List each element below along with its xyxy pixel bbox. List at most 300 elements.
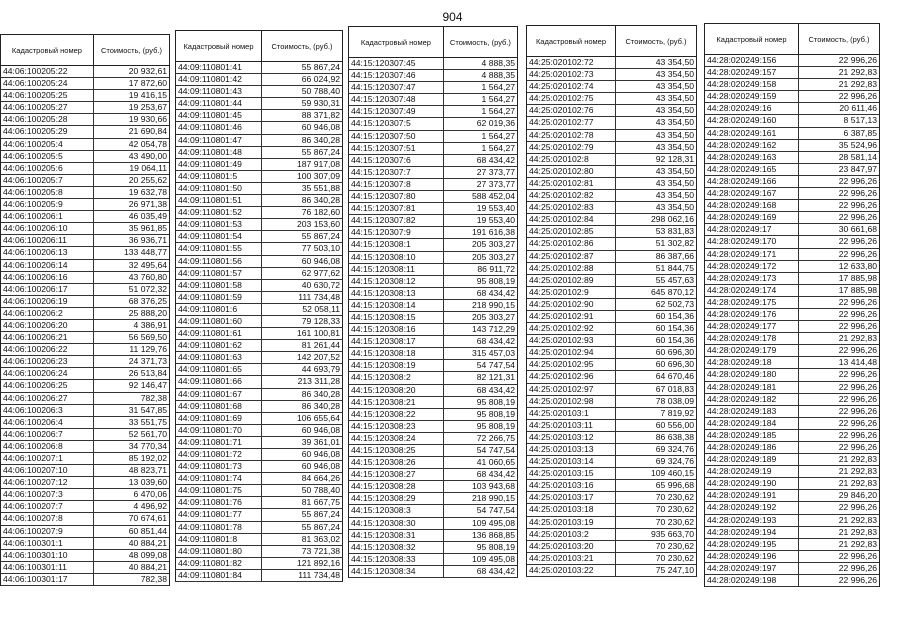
table-row	[348, 276, 518, 288]
table-row	[704, 67, 880, 79]
cadastral-number-cell: 44:15:120308:29	[349, 493, 444, 504]
cadastral-number-cell: 44:15:120308:20	[349, 385, 444, 396]
table-row	[526, 347, 697, 359]
cost-cell: 21 292,83	[838, 466, 877, 477]
table-row	[0, 417, 170, 429]
cost-cell: 103 943,68	[471, 481, 515, 492]
cost-cell: 17 885,98	[838, 272, 877, 283]
table-row	[0, 296, 170, 308]
cadastral-number-cell: 44:25:020102:73	[527, 69, 616, 80]
cadastral-number-cell: 44:25:020102:98	[527, 396, 616, 407]
table-row	[0, 308, 170, 320]
cadastral-number-cell: 44:28:020249:162	[705, 140, 799, 151]
cost-cell: 67 018,83	[655, 383, 694, 394]
table-row	[175, 110, 343, 122]
table-row	[348, 239, 518, 251]
cadastral-number-cell: 44:28:020249:190	[705, 478, 799, 489]
table-row	[526, 323, 697, 335]
cost-cell: 30 661,68	[838, 224, 877, 235]
cost-cell: 52 058,11	[302, 303, 340, 314]
cadastral-number-cell: 44:28:020249:167	[705, 188, 799, 199]
table-row	[704, 188, 880, 200]
table-header	[175, 30, 343, 62]
cost-cell: 782,38	[140, 392, 167, 403]
cadastral-number-cell: 44:06:100207:8	[1, 513, 94, 524]
cadastral-number-cell: 44:25:020102:81	[527, 178, 616, 189]
table-row	[704, 369, 880, 381]
table-row	[526, 359, 697, 371]
table-row	[0, 344, 170, 356]
table-row	[348, 155, 518, 167]
cost-cell: 35 551,88	[301, 182, 340, 193]
cadastral-number-cell: 44:15:120308:34	[349, 566, 444, 577]
cost-cell: 22 996,26	[838, 321, 877, 332]
cost-cell: 1 564,27	[481, 106, 515, 117]
table-row	[0, 235, 170, 247]
cost-cell: 645 870,12	[650, 286, 694, 297]
cadastral-number-cell: 44:06:100207:3	[1, 489, 94, 500]
table-row	[704, 575, 880, 587]
cost-cell: 92 128,31	[655, 153, 694, 164]
cadastral-number-cell: 44:15:120308:27	[349, 469, 444, 480]
cost-cell: 8 517,13	[843, 115, 877, 126]
cadastral-number-cell: 44:06:100301:11	[1, 562, 94, 573]
cadastral-number-cell: 44:06:100207:9	[1, 526, 94, 537]
cadastral-number-cell: 44:09:110801:59	[176, 292, 262, 303]
cost-cell: 69 324,76	[655, 444, 694, 454]
cadastral-number-cell: 44:25:020103:12	[527, 432, 616, 443]
cadastral-number-cell: 44:09:110801:71	[176, 437, 262, 448]
tables-area	[0, 26, 905, 638]
table-row	[526, 202, 697, 214]
cadastral-number-cell: 44:06:100205:29	[1, 126, 94, 137]
cadastral-number-cell: 44:25:020102:74	[527, 81, 616, 92]
cadastral-number-cell: 44:28:020249:189	[705, 454, 799, 465]
cost-cell: 55 867,24	[301, 146, 340, 157]
cadastral-number-cell: 44:09:110801:72	[176, 449, 262, 460]
cadastral-number-cell: 44:09:110801:67	[176, 389, 262, 400]
cadastral-number-cell: 44:06:100205:9	[1, 199, 94, 210]
cadastral-number-cell: 44:25:020103:11	[527, 420, 616, 431]
table-row	[526, 81, 697, 93]
table-row	[348, 433, 518, 445]
cost-cell: 21 292,83	[838, 478, 877, 489]
table-row	[526, 565, 697, 577]
cost-cell: 22 996,26	[838, 405, 877, 416]
table-row	[704, 115, 880, 127]
cadastral-number-cell: 44:06:100206:21	[1, 332, 94, 343]
header-cadastral-number: Кадастровый номер	[176, 31, 262, 61]
cost-cell: 1 564,27	[481, 82, 515, 93]
cost-cell: 86 340,28	[301, 195, 340, 206]
table-row	[348, 203, 518, 215]
cadastral-number-cell: 44:25:020102:75	[527, 93, 616, 104]
cadastral-number-cell: 44:28:020249:17	[705, 224, 799, 235]
table-row	[0, 393, 170, 405]
cost-cell: 136 868,85	[471, 529, 515, 540]
cadastral-number-cell: 44:06:100206:7	[1, 429, 94, 440]
cadastral-number-cell: 44:25:020103:17	[527, 492, 616, 503]
cost-cell: 22 996,26	[838, 562, 877, 573]
table-row	[175, 570, 343, 582]
cadastral-number-cell: 44:15:120308:24	[349, 433, 444, 444]
cadastral-number-cell: 44:06:100206:2	[1, 308, 94, 319]
table-row	[0, 260, 170, 272]
cadastral-number-cell: 44:15:120308:14	[349, 300, 444, 311]
table-row	[0, 114, 170, 126]
table-row	[704, 236, 880, 248]
cost-cell: 218 990,15	[471, 299, 515, 310]
table-row	[704, 224, 880, 236]
cost-cell: 68 434,42	[476, 336, 515, 347]
cost-cell: 43 354,50	[655, 57, 694, 67]
cadastral-number-cell: 44:09:110801:51	[176, 195, 262, 206]
cost-cell: 48 099,08	[128, 549, 167, 560]
table-row	[0, 151, 170, 163]
table-row	[348, 445, 518, 457]
table-row	[175, 376, 343, 388]
table-row	[704, 79, 880, 91]
cadastral-number-cell: 44:06:100206:17	[1, 284, 94, 295]
cadastral-number-cell: 44:06:100206:11	[1, 235, 94, 246]
table-row	[175, 389, 343, 401]
cost-cell: 32 495,64	[128, 259, 167, 270]
cadastral-number-cell: 44:28:020249:176	[705, 309, 799, 320]
cadastral-number-cell: 44:15:120308:22	[349, 409, 444, 420]
cadastral-number-cell: 44:28:020249:174	[705, 285, 799, 296]
cost-cell: 43 354,50	[655, 141, 694, 152]
table-row	[526, 396, 697, 408]
table-row	[175, 62, 343, 74]
cadastral-number-cell: 44:15:120308:32	[349, 542, 444, 553]
cadastral-number-cell: 44:06:100206:24	[1, 368, 94, 379]
table-row	[348, 505, 518, 517]
table-row	[526, 541, 697, 553]
table-row	[0, 247, 170, 259]
cadastral-number-cell: 44:15:120308:10	[349, 252, 444, 263]
cost-cell: 35 961,85	[128, 223, 167, 234]
cost-cell: 81 363,02	[301, 533, 340, 544]
cost-cell: 88 371,82	[301, 110, 340, 121]
table-row	[348, 397, 518, 409]
cadastral-number-cell: 44:06:100205:5	[1, 151, 94, 162]
table-row	[704, 164, 880, 176]
cost-cell: 60 696,30	[655, 347, 694, 358]
cost-cell: 22 996,26	[838, 236, 877, 247]
cadastral-number-cell: 44:06:100207:12	[1, 477, 94, 488]
cost-cell: 22 996,26	[838, 575, 877, 586]
cost-cell: 4 888,35	[481, 58, 515, 68]
table-row	[175, 207, 343, 219]
cost-cell: 22 996,26	[838, 417, 877, 428]
cadastral-number-cell: 44:28:020249:163	[705, 152, 799, 163]
table-row	[526, 251, 697, 263]
cost-cell: 40 630,72	[301, 279, 340, 290]
cost-cell: 73 721,38	[301, 545, 340, 556]
table-row	[175, 425, 343, 437]
table-row	[526, 214, 697, 226]
cost-cell: 19 553,40	[476, 215, 515, 226]
cost-cell: 7 819,92	[660, 407, 694, 418]
cost-cell: 95 808,19	[476, 396, 515, 407]
cadastral-number-cell: 44:15:120307:51	[349, 143, 444, 154]
cadastral-number-cell: 44:25:020102:85	[527, 226, 616, 237]
cadastral-number-cell: 44:09:110801:60	[176, 316, 262, 327]
cadastral-number-cell: 44:28:020249:159	[705, 91, 799, 102]
cadastral-number-cell: 44:09:110801:66	[176, 376, 262, 387]
cost-cell: 46 035,49	[128, 211, 167, 222]
cost-cell: 75 247,10	[655, 564, 694, 575]
table-row	[175, 171, 343, 183]
cost-cell: 43 354,50	[655, 202, 694, 213]
table-row	[0, 139, 170, 151]
cadastral-number-cell: 44:28:020249:185	[705, 430, 799, 441]
cadastral-number-cell: 44:28:020249:168	[705, 200, 799, 211]
table-row	[175, 147, 343, 159]
cadastral-number-cell: 44:28:020249:166	[705, 176, 799, 187]
cadastral-number-cell: 44:15:120308:31	[349, 530, 444, 541]
cost-cell: 55 457,63	[655, 274, 694, 285]
cost-cell: 28 581,14	[838, 151, 877, 162]
table-row	[0, 320, 170, 332]
cadastral-number-cell: 44:25:020102:79	[527, 142, 616, 153]
cadastral-number-cell: 44:15:120308:19	[349, 360, 444, 371]
table-row	[175, 401, 343, 413]
cost-cell: 40 884,21	[128, 561, 167, 572]
table-row	[348, 457, 518, 469]
cost-cell: 26 971,38	[128, 199, 167, 210]
cost-cell: 43 354,50	[655, 93, 694, 104]
cadastral-number-cell: 44:09:110801:47	[176, 135, 262, 146]
cost-cell: 56 569,50	[128, 332, 167, 343]
cadastral-number-cell: 44:09:110801:6	[176, 304, 262, 315]
cost-cell: 43 354,50	[655, 105, 694, 116]
cost-cell: 95 808,19	[476, 541, 515, 552]
cadastral-number-cell: 44:06:100206:3	[1, 405, 94, 416]
cost-cell: 13 039,60	[128, 477, 167, 488]
cost-cell: 62 502,73	[655, 298, 694, 309]
table-row	[0, 538, 170, 550]
cost-cell: 19 064,11	[129, 162, 167, 173]
table-row	[526, 384, 697, 396]
cadastral-number-cell: 44:06:100206:25	[1, 380, 94, 391]
table-row	[348, 493, 518, 505]
cadastral-number-cell: 44:06:100301:1	[1, 538, 94, 549]
table-row	[175, 449, 343, 461]
cadastral-number-cell: 44:25:020103:16	[527, 480, 616, 491]
cost-cell: 27 373,77	[476, 178, 515, 189]
table-row	[704, 333, 880, 345]
cadastral-number-cell: 44:28:020249:178	[705, 333, 799, 344]
table-row	[348, 94, 518, 106]
cost-cell: 43 354,50	[655, 81, 694, 92]
table-row	[526, 226, 697, 238]
cost-cell: 50 788,40	[301, 485, 340, 496]
table-row	[704, 249, 880, 261]
cost-cell: 34 770,34	[128, 440, 167, 451]
cost-cell: 121 892,16	[296, 557, 340, 568]
table-row	[704, 261, 880, 273]
header-cadastral-number: Кадастровый номер	[527, 26, 616, 56]
table-row	[526, 517, 697, 529]
cost-cell: 60 946,08	[301, 424, 340, 435]
cost-cell: 51 302,82	[655, 238, 694, 249]
cadastral-number-cell: 44:28:020249:186	[705, 442, 799, 453]
table-row	[175, 316, 343, 328]
cost-cell: 85 192,02	[128, 453, 167, 463]
cost-cell: 70 230,62	[655, 516, 694, 527]
table-row	[348, 252, 518, 264]
cost-cell: 55 867,24	[301, 521, 340, 532]
table-row	[526, 57, 697, 69]
cadastral-number-cell: 44:09:110801:48	[176, 147, 262, 158]
cost-cell: 51 072,32	[128, 283, 167, 294]
cadastral-number-cell: 44:15:120308:23	[349, 421, 444, 432]
cadastral-number-cell: 44:28:020249:175	[705, 297, 799, 308]
cadastral-number-cell: 44:28:020249:182	[705, 394, 799, 405]
cadastral-number-cell: 44:09:110801:80	[176, 546, 262, 557]
table-row	[0, 284, 170, 296]
cost-cell: 22 996,26	[838, 550, 877, 561]
cost-cell: 66 024,92	[301, 74, 340, 85]
table-row	[704, 466, 880, 478]
table-row	[175, 473, 343, 485]
table-column-1	[0, 34, 170, 586]
table-row	[175, 86, 343, 98]
header-cost: Стоимость, (руб.)	[271, 41, 333, 51]
cadastral-number-cell: 44:15:120308:3	[349, 505, 444, 516]
cadastral-number-cell: 44:09:110801:75	[176, 485, 262, 496]
table-row	[348, 324, 518, 336]
table-row	[0, 465, 170, 477]
header-cadastral-number: Кадастровый номер	[1, 35, 94, 65]
cost-cell: 25 888,20	[128, 307, 167, 318]
table-row	[0, 405, 170, 417]
cadastral-number-cell: 44:15:120308:17	[349, 336, 444, 347]
cost-cell: 60 154,36	[655, 310, 694, 321]
cadastral-number-cell: 44:15:120307:8	[349, 179, 444, 190]
cadastral-number-cell: 44:09:110801:56	[176, 256, 262, 267]
cadastral-number-cell: 44:09:110801:76	[176, 497, 262, 508]
table-row	[526, 444, 697, 456]
cadastral-number-cell: 44:25:020102:76	[527, 105, 616, 116]
cadastral-number-cell: 44:15:120308:12	[349, 276, 444, 287]
table-row	[0, 332, 170, 344]
cadastral-number-cell: 44:06:100205:8	[1, 187, 94, 198]
table-column-2	[175, 30, 343, 582]
table-row	[348, 191, 518, 203]
cadastral-number-cell: 44:06:100205:27	[1, 102, 94, 113]
cadastral-number-cell: 44:09:110801:65	[176, 364, 262, 375]
cadastral-number-cell: 44:28:020249:171	[705, 249, 799, 260]
cadastral-number-cell: 44:09:110801:61	[176, 328, 262, 339]
table-row	[704, 502, 880, 514]
table-row	[704, 442, 880, 454]
table-row	[0, 272, 170, 284]
table-row	[175, 485, 343, 497]
cost-cell: 95 808,19	[476, 420, 515, 431]
cadastral-number-cell: 44:09:110801:73	[176, 461, 262, 472]
cadastral-number-cell: 44:25:020102:87	[527, 251, 616, 262]
table-row	[348, 227, 518, 239]
table-header	[0, 34, 170, 66]
table-row	[0, 90, 170, 102]
table-row	[526, 311, 697, 323]
cadastral-number-cell: 44:09:110801:53	[176, 219, 262, 230]
cadastral-number-cell: 44:25:020102:86	[527, 238, 616, 249]
table-row	[526, 130, 697, 142]
cost-cell: 143 712,29	[471, 324, 515, 335]
cost-cell: 68 434,42	[476, 384, 515, 395]
table-row	[348, 348, 518, 360]
table-row	[0, 453, 170, 465]
table-row	[704, 478, 880, 490]
table-row	[175, 522, 343, 534]
cadastral-number-cell: 44:06:100301:10	[1, 550, 94, 561]
table-row	[0, 562, 170, 574]
cost-cell: 43 354,50	[655, 69, 694, 80]
cost-cell: 24 371,73	[128, 356, 167, 367]
table-row	[704, 454, 880, 466]
table-row	[0, 356, 170, 368]
table-row	[348, 215, 518, 227]
cost-cell: 315 457,03	[471, 348, 515, 359]
cost-cell: 40 884,21	[128, 537, 167, 548]
table-row	[704, 309, 880, 321]
cost-cell: 86 638,38	[655, 431, 694, 442]
cost-cell: 21 292,83	[838, 538, 877, 549]
cadastral-number-cell: 44:06:100206:16	[1, 272, 94, 283]
cost-cell: 60 154,36	[655, 335, 694, 346]
cadastral-number-cell: 44:15:120307:45	[349, 58, 444, 69]
cost-cell: 27 373,77	[476, 166, 515, 177]
cadastral-number-cell: 44:25:020103:20	[527, 541, 616, 552]
cadastral-number-cell: 44:28:020249:198	[705, 575, 799, 586]
cost-cell: 43 354,50	[655, 117, 694, 128]
cost-cell: 62 019,36	[476, 118, 515, 129]
cost-cell: 33 551,75	[128, 416, 167, 427]
cost-cell: 60 154,36	[655, 323, 694, 334]
cost-cell: 12 633,80	[838, 260, 877, 271]
cost-cell: 48 823,71	[128, 465, 167, 476]
cadastral-number-cell: 44:06:100205:7	[1, 175, 94, 186]
cadastral-number-cell: 44:25:020102:96	[527, 371, 616, 382]
table-row	[526, 263, 697, 275]
table-row	[526, 432, 697, 444]
table-row	[704, 527, 880, 539]
cadastral-number-cell: 44:25:020103:2	[527, 529, 616, 540]
cadastral-number-cell: 44:06:100206:14	[1, 260, 94, 271]
table-row	[526, 468, 697, 480]
cost-cell: 43 490,00	[128, 150, 167, 161]
cost-cell: 218 990,15	[471, 493, 515, 504]
cost-cell: 70 230,62	[655, 492, 694, 503]
table-row	[526, 492, 697, 504]
cadastral-number-cell: 44:06:100205:24	[1, 78, 94, 89]
cost-cell: 22 996,26	[838, 296, 877, 307]
cost-cell: 22 996,26	[838, 248, 877, 259]
page-number: 904	[442, 10, 463, 24]
cost-cell: 111 734,48	[298, 291, 340, 302]
cadastral-number-cell: 44:25:020102:89	[527, 275, 616, 286]
cost-cell: 22 996,26	[838, 345, 877, 356]
cadastral-number-cell: 44:25:020102:91	[527, 311, 616, 322]
cost-cell: 69 324,76	[655, 456, 694, 467]
table-row	[348, 288, 518, 300]
table-row	[704, 273, 880, 285]
table-row	[175, 219, 343, 231]
cost-cell: 19 930,66	[128, 114, 167, 125]
